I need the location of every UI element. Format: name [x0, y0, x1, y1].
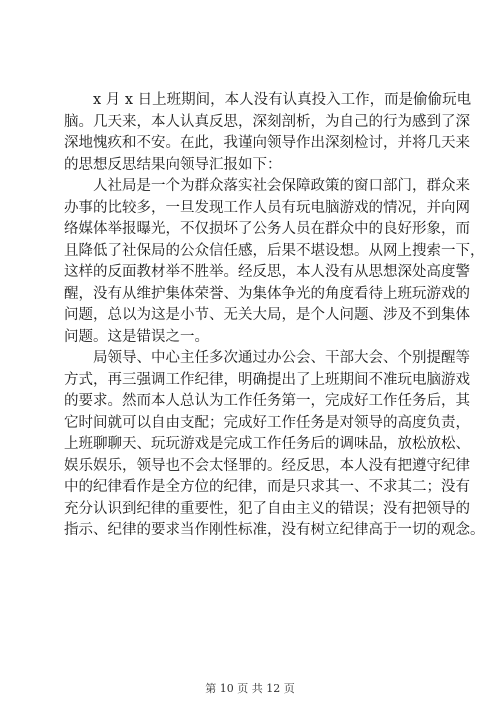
text-line: x 月 x 日上班期间，本人没有认真投入工作，而是偷偷玩电 [93, 92, 472, 108]
document-body [64, 90, 485, 542]
text-line: 人社局是一个为群众落实社会保障政策的窗口部门，群众来 [93, 178, 470, 194]
text-line: 这样的反面教材举不胜举。经反思，本人没有从思想深处高度警 [64, 264, 470, 280]
text-line: 它时间就可以自由支配；完成好工作任务是对领导的高度负责， [64, 414, 470, 431]
text-line: 的要求。然而本人总认为工作任务第一，完成好工作任务后，其 [64, 393, 470, 409]
text-line: 指示、纪律的要求当作刚性标准，没有树立纪律高于一切的观念。 [64, 522, 485, 538]
text-line: 方式，再三强调工作纪律，明确提出了上班期间不准玩电脑游戏 [64, 371, 470, 388]
text-line: 充分认识到纪律的重要性，犯了自由主义的错误；没有把领导的 [64, 500, 470, 517]
text-line: 上班聊聊天、玩玩游戏是完成工作任务后的调味品，放松放松、 [64, 436, 470, 452]
text-line: 问题。这是错误之一。 [64, 328, 209, 345]
text-line: 局领导、中心主任多次通过办公会、干部大会、个别提醒等 [93, 350, 470, 366]
text-line: 深地愧疚和不安。在此，我谨向领导作出深刻检讨，并将几天来 [64, 135, 470, 151]
text-line: 中的纪律看作是全方位的纪律，而是只求其一、不求其二；没有 [64, 479, 470, 495]
text-line: 且降低了社保局的公众信任感，后果不堪设想。从网上搜索一下， [64, 242, 485, 259]
page-footer: 第 10 页 共 12 页 [205, 682, 295, 695]
text-line: 问题，总以为这是小节、无关大局，是个人问题、涉及不到集体 [64, 307, 470, 323]
text-line: 办事的比较多，一旦发现工作人员有玩电脑游戏的情况，并向网 [64, 199, 470, 216]
text-line: 的思想反思结果向领导汇报如下： [64, 156, 282, 173]
text-line: 娱乐娱乐，领导也不会太怪罪的。经反思，本人没有把遵守纪律 [64, 457, 470, 474]
text-line: 络媒体举报曝光，不仅损坏了公务人员在群众中的良好形象，而 [64, 221, 470, 237]
text-line: 脑。几天来，本人认真反思，深刻剖析，为自己的行为感到了深 [64, 113, 470, 130]
text-line: 醒，没有从维护集体荣誉、为集体争光的角度看待上班玩游戏的 [64, 285, 470, 302]
